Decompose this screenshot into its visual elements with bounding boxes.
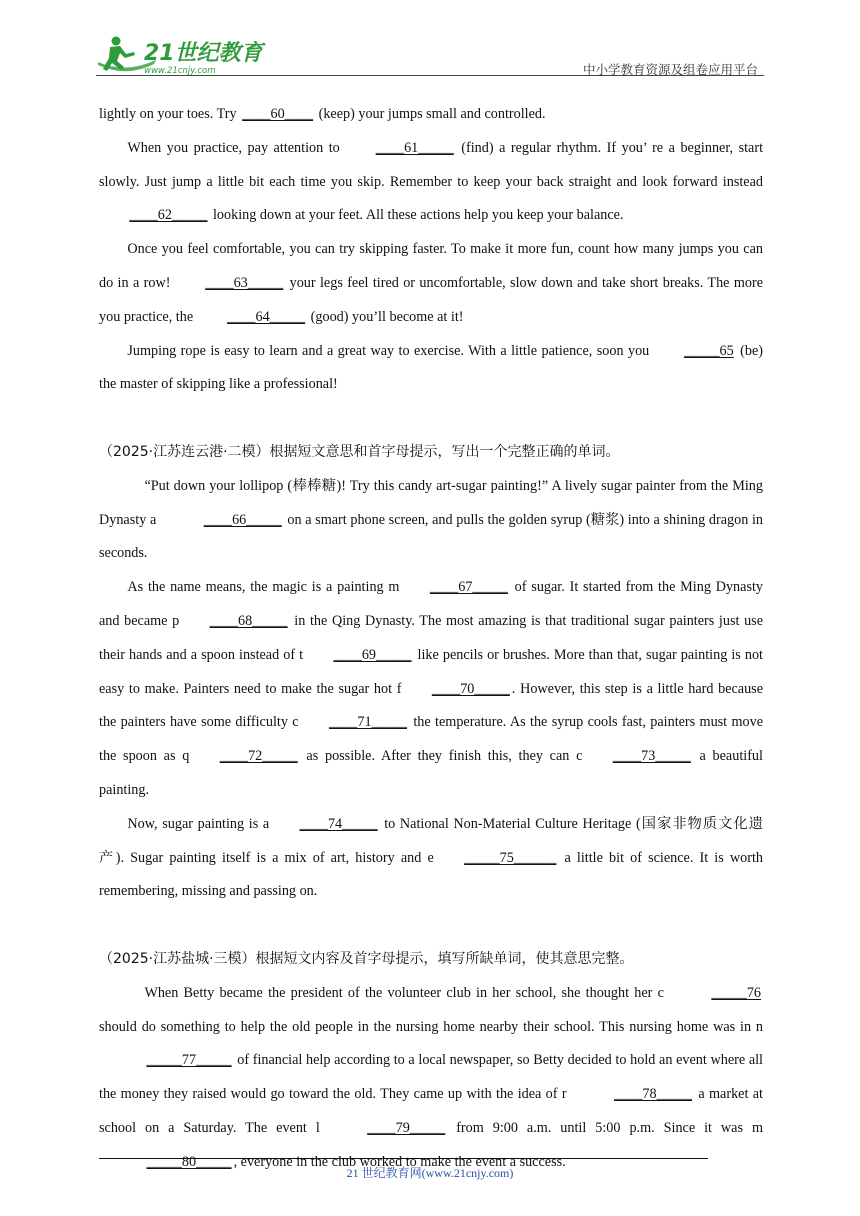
paragraph: Once you feel comfortable, you can try skipping faster. To make it more fun, count how many jumps you can do in a row! ____63_____ your legs feel tired or uncomfortable, slow down and take short breaks. The more you practice, the ____64_____ (good) you’ll become at it! — [99, 233, 763, 334]
footer-divider — [99, 1158, 708, 1159]
header-divider — [96, 75, 764, 76]
paragraph: Jumping rope is easy to learn and a great way to exercise. With a little patience, soon you _____65 (be) the master of skipping like a professional! — [99, 335, 763, 403]
blank-70[interactable]: ____70_____ — [431, 680, 510, 697]
paragraph: When you practice, pay attention to ____61_____ (find) a regular rhythm. If you’ re a beginner, start slowly. Just jump a little bit each time you skip. Remember to keep your back straight and look forward instead ____62_____ looking down at your feet. All these actions help you keep your balance. — [99, 132, 763, 233]
blank-71[interactable]: ____71_____ — [328, 714, 407, 731]
paragraph: When Betty became the president of the volunteer club in her school, she thought her c _____76 should do something to help the old people in the nursing home nearby their school. This nursing home was in n_____77_____ of financial help according to a local newspaper, so Betty decided to hold an event where all the money they raised would go toward the old. They came up with the idea of r ____78_____ a market at school on a Saturday. The event l ____79_____ from 9:00 a.m. until 5:00 p.m. Since it was m_____80_____ , everyone in the club worked to make the event a success. — [99, 977, 763, 1180]
blank-73[interactable]: ____73_____ — [612, 748, 691, 765]
blank-60[interactable]: ____60____ — [242, 106, 314, 122]
blank-76[interactable]: _____76 — [711, 984, 761, 1001]
blank-62[interactable]: ____62_____ — [129, 207, 208, 224]
svg-text:21世纪教育: 21世纪教育 — [144, 41, 263, 66]
blank-65[interactable]: _____65 — [684, 342, 734, 359]
blank-74[interactable]: ____74_____ — [299, 815, 378, 832]
header-platform-text: 中小学教育资源及组卷应用平台 — [582, 62, 758, 77]
blank-61[interactable]: ____61_____ — [375, 139, 454, 156]
blank-80[interactable]: _____80_____ — [146, 1153, 232, 1170]
paragraph-continued: lightly on your toes. Try ____60____ (keep) your jumps small and controlled. — [99, 98, 763, 132]
blank-69[interactable]: ____69_____ — [333, 646, 412, 663]
svg-text:www.21cnjy.com: www.21cnjy.com — [144, 66, 216, 76]
document-body — [99, 98, 763, 1180]
section-instruction-1: （2025·江苏连云港·二模）根据短文意思和首字母提示，写出一个完整正确的单词。 — [99, 443, 620, 460]
blank-68[interactable]: ____68_____ — [209, 612, 288, 629]
blank-75[interactable]: _____75______ — [464, 849, 557, 866]
blank-78[interactable]: ____78_____ — [614, 1086, 693, 1103]
paragraph: As the name means, the magic is a painting m ____67_____ of sugar. It started from the Ming Dynasty and became p ____68_____ in the Qing Dynasty. The most amazing is that traditional sugar painters just use their hands and a spoon instead of t ____69_____ like pencils or brushes. More than that, sugar painting is not easy to make. Painters need to make the sugar hot f ____70_____ . However, this step is a little hard because the painters have some difficulty c ____71_____ the temperature. As the syrup cools fast, painters must move the spoon as q ____72_____ as possible. After they finish this, they can c ____73_____ a beautiful painting. — [99, 571, 763, 808]
blank-79[interactable]: ____79_____ — [367, 1119, 446, 1136]
site-logo — [96, 34, 266, 76]
blank-66[interactable]: ____66_____ — [203, 511, 282, 528]
page-header — [0, 0, 860, 80]
blank-72[interactable]: ____72_____ — [219, 748, 298, 765]
paragraph: Now, sugar painting is a ____74_____ to National Non-Material Culture Heritage (国家非物质文化遗产). Sugar painting itself is a mix of art, history and e _____75______ a little bit of science. It is worth remembering, missing and passing on. — [99, 808, 763, 909]
blank-64[interactable]: ____64_____ — [227, 308, 306, 325]
blank-77[interactable]: _____77_____ — [146, 1052, 232, 1069]
paragraph: “Put down your lollipop (棒棒糖)! Try this candy art-sugar painting!” A lively sugar painter from the Ming Dynasty a ____66_____ on a smart phone screen, and pulls the golden syrup (糖浆) into a shining dragon in seconds. — [99, 477, 763, 562]
footer-text: 21 世纪教育网(www.21cnjy.com) — [346, 1166, 514, 1180]
blank-63[interactable]: ____63_____ — [205, 274, 284, 291]
section-instruction-2: （2025·江苏盐城·三模）根据短文内容及首字母提示，填写所缺单词，使其意思完整。 — [99, 950, 634, 967]
blank-67[interactable]: ____67_____ — [429, 579, 508, 596]
